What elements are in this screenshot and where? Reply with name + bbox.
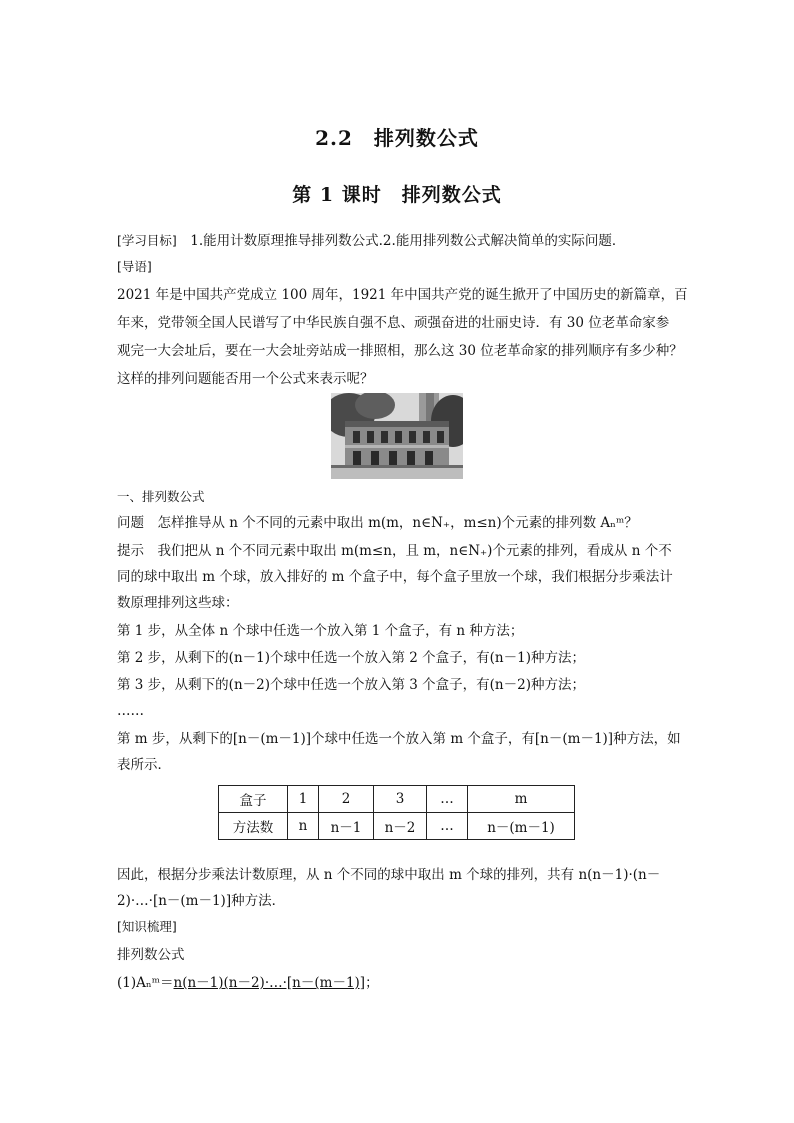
- table-cell: …: [427, 813, 468, 840]
- formula-suffix: ；: [365, 975, 379, 991]
- step-m-line-2: 表所示．: [117, 757, 171, 773]
- section-heading: 一、排列数公式: [117, 489, 205, 504]
- knowledge-heading: 排列数公式: [117, 947, 185, 963]
- table-cell: …: [427, 786, 468, 813]
- intro-tag: [导语]: [117, 259, 152, 274]
- step-ellipsis: ……: [117, 703, 144, 719]
- intro-paragraph-line-1: 2021 年是中国共产党成立 100 周年，1921 年中国共产党的诞生掀开了中国历史的新篇章，百: [117, 287, 688, 303]
- formula-body: n(n－1)(n－2)·…·[n－(m－1)]: [173, 975, 366, 991]
- lesson-title: 第 1 课时 排列数公式: [292, 184, 502, 206]
- hint-line-1: 提示 我们把从 n 个不同元素中取出 m(m≤n，且 m，n∈N₊)个元素的排列，看成从 n 个不: [117, 543, 672, 559]
- hint-line-2: 同的球中取出 m 个球，放入排好的 m 个盒子中，每个盒子里放一个球，我们根据分步乘法计: [117, 569, 673, 585]
- table-cell: 方法数: [219, 813, 288, 840]
- intro-paragraph-line-4: 这样的排列问题能否用一个公式来表示呢？: [117, 371, 374, 387]
- step-m-line-1: 第 m 步，从剩下的[n－(m－1)]个球中任选一个放入第 m 个盒子，有[n－(m－1)]种方法，如: [117, 731, 681, 747]
- formula-line: [117, 970, 679, 996]
- intro-paragraph-line-3: 观完一大会址后，要在一大会址旁站成一排照相，那么这 30 位老革命家的排列顺序有多少种？: [117, 343, 683, 359]
- question-text: 问题 怎样推导从 n 个不同的元素中取出 m(m，n∈N₊，m≤n)个元素的排列数 Aₙᵐ？: [117, 515, 638, 531]
- learning-goals: [117, 228, 679, 254]
- method-count-table: [218, 785, 575, 840]
- step-1: 第 1 步，从全体 n 个球中任选一个放入第 1 个盒子，有 n 种方法；: [117, 623, 524, 639]
- goals-tag: [学习目标]: [117, 233, 177, 248]
- table-row: [219, 786, 575, 813]
- table-cell: m: [468, 786, 575, 813]
- table-cell: 1: [288, 786, 319, 813]
- conclusion-line-2: 2)·…·[n－(m－1)]种方法．: [117, 893, 286, 909]
- table-cell: 3: [374, 786, 427, 813]
- formula-prefix: (1)Aₙᵐ＝: [117, 975, 174, 991]
- table-row: [219, 813, 575, 840]
- table-cell: n－1: [319, 813, 374, 840]
- section-title: 2.2 排列数公式: [315, 126, 479, 150]
- photo-building: [331, 393, 463, 479]
- intro-paragraph-line-2: 年来，党带领全国人民谱写了中华民族自强不息、顽强奋进的壮丽史诗．有 30 位老革命家参: [117, 315, 670, 331]
- table-cell: n－(m－1): [468, 813, 575, 840]
- hint-line-3: 数原理排列这些球：: [117, 595, 239, 611]
- table-cell: 盒子: [219, 786, 288, 813]
- knowledge-tag: [知识梳理]: [117, 919, 177, 934]
- goals-text: 1.能用计数原理推导排列数公式.2.能用排列数公式解决简单的实际问题．: [176, 233, 626, 249]
- step-3: 第 3 步，从剩下的(n－2)个球中任选一个放入第 3 个盒子，有(n－2)种方法；: [117, 677, 585, 693]
- step-2: 第 2 步，从剩下的(n－1)个球中任选一个放入第 2 个盒子，有(n－1)种方法；: [117, 650, 585, 666]
- table-cell: n: [288, 813, 319, 840]
- table-cell: 2: [319, 786, 374, 813]
- table-cell: n－2: [374, 813, 427, 840]
- conclusion-line-1: 因此，根据分步乘法计数原理，从 n 个不同的球中取出 m 个球的排列，共有 n(n－1)·(n－: [117, 867, 661, 883]
